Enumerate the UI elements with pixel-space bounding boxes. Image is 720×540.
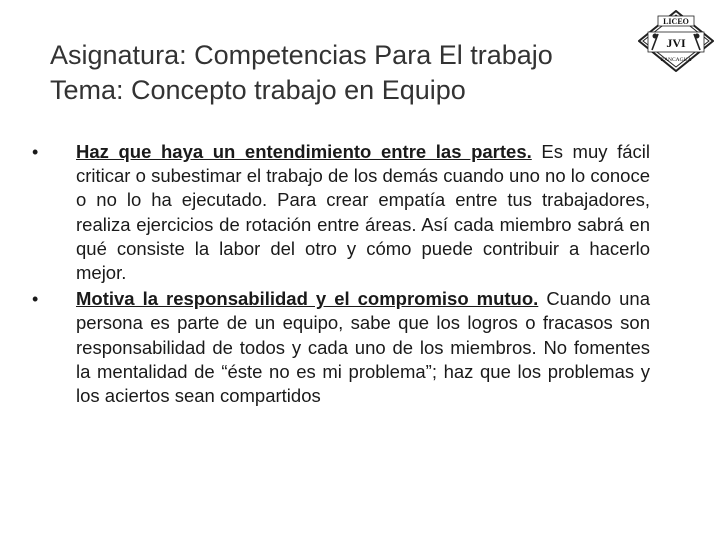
school-logo <box>638 10 714 72</box>
logo-top-text: LICEO <box>663 17 689 26</box>
title-subject: Asignatura: Competencias Para El trabajo <box>50 40 553 70</box>
bullet-item-responsibility <box>30 287 650 408</box>
title-topic: Tema: Concepto trabajo en Equipo <box>50 75 466 105</box>
bullet-text: Cuando una persona es parte de un equipo, sabe que los logros o fracasos son responsabilidad de todos y cada uno de los miembros. No fomentes la mentalidad de “éste no es mi problema”; haz que los problemas y los aciertos sean compartidos <box>76 288 650 407</box>
bullet-item-understanding <box>30 140 650 285</box>
bullet-dot-icon: • <box>32 142 39 162</box>
slide-title <box>50 38 610 108</box>
bullet-text: Es muy fácil criticar o subestimar el trabajo de los demás cuando uno no lo conoce o no lo ha ejecutado. Para crear empatía entre tus trabajadores, realiza ejercicios de rotación entre áreas. Así cada miembro sabrá en qué consiste la labor del otro y cómo puede contribuir a hacerlo mejor. <box>76 141 650 284</box>
logo-bottom-text: RANCAGUA <box>660 57 692 63</box>
bullet-dot-icon: • <box>32 289 39 310</box>
bullet-heading: Motiva la responsabilidad y el compromiso mutuo. <box>76 288 539 310</box>
bullet-heading: Haz que haya un entendimiento entre las partes. <box>76 141 532 162</box>
logo-middle-text: JVI <box>666 36 686 50</box>
slide-body <box>30 140 650 410</box>
